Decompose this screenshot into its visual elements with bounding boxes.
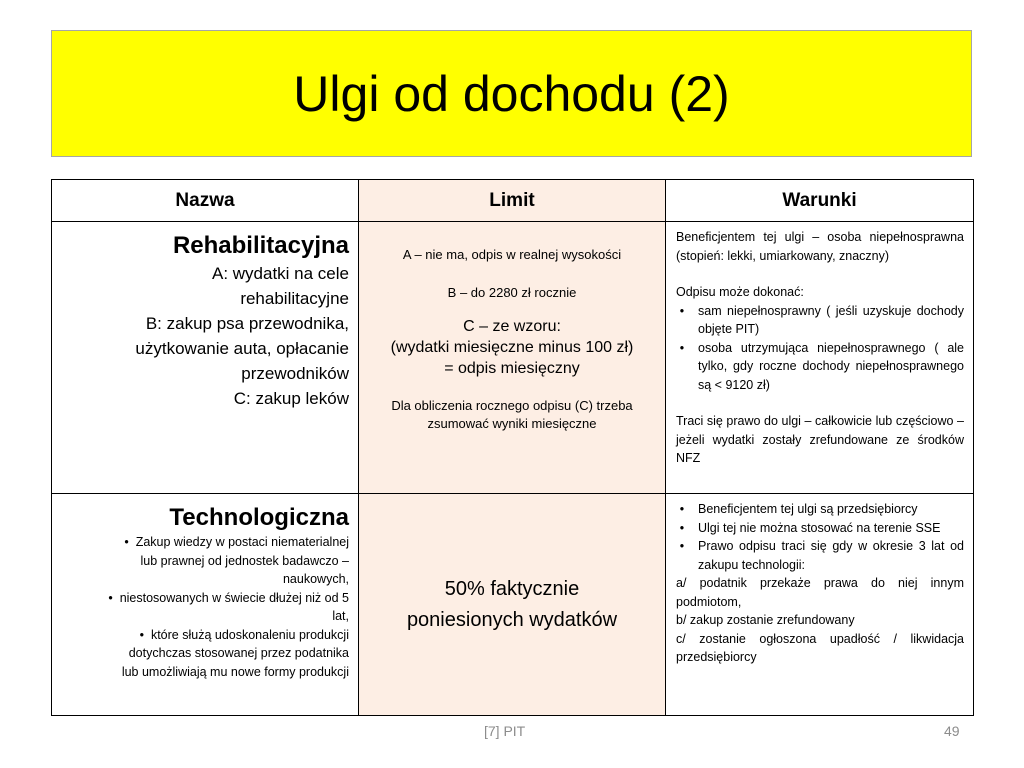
bullet-icon: • [679,340,685,355]
header-limit: Limit [359,180,666,222]
conditions-who-list [676,302,964,395]
slide-title: Ulgi od dochodu (2) [293,65,730,122]
relief-name: Technologiczna [169,504,349,531]
limit-c-line: = odpis miesięczny [444,360,580,377]
conditions-sub: c/ zostanie ogłoszona upadłość / likwidacja przedsiębiorcy [676,631,964,664]
name-line: przewodników [241,364,349,383]
header-warunki: Warunki [666,180,974,222]
list-item: • osoba utrzymująca niepełnosprawnego ( ale tylko, gdy roczne dochody niepełnosprawnego są < 9120 zł) [676,339,964,395]
limit-a: A – nie ma, odpis w realnej wysokości [402,247,622,262]
page-number: 49 [944,723,960,739]
table-row [52,494,974,716]
footer-source: [7] PIT [484,723,526,739]
conditions-cell [666,222,974,494]
relief-name: Rehabilitacyjna [172,232,349,259]
bullet-icon: • [679,520,685,535]
conditions-list [676,500,964,574]
limit-c-line: C – ze wzoru: [463,318,561,335]
list-item: • które służą udoskonaleniu produkcji dotychczas stosowanej przez podatnika lub umożliwiają mu nowe formy produkcji [121,627,349,679]
name-line: A: wydatki na cele [211,264,349,283]
name-cell [52,222,359,494]
bullet-icon: • [679,539,685,553]
bullet-icon: • [679,502,685,516]
conditions-cell [666,494,974,716]
list-item: • Prawo odpisu traci się gdy w okresie 3 lat od zakupu technologii: [676,537,964,574]
header-row [52,180,974,222]
bullet-icon: • [679,303,685,318]
bullet-icon: • [108,590,120,605]
limit-cell [359,494,666,716]
name-cell [52,494,359,716]
bullet-icon: • [124,535,136,549]
limit-cell [359,222,666,494]
reliefs-table [51,179,974,716]
title-banner [51,30,972,157]
limit-c-line: (wydatki miesięczne minus 100 zł) [390,339,634,356]
conditions-sub: b/ zakup zostanie zrefundowany [676,613,855,627]
limit-note: Dla obliczenia rocznego odpisu (C) trzeba zsumować wyniki miesięczne [391,398,633,431]
list-item: • Zakup wiedzy w postaci niematerialnej lub prawnej od jednostek badawczo – naukowych, [124,535,349,586]
name-bullets [58,533,349,681]
name-line: B: zakup psa przewodnika, [145,314,349,333]
limit-line: 50% faktycznie [444,577,580,600]
conditions-who-label: Odpisu może dokonać: [676,285,804,299]
name-line: C: zakup leków [233,389,349,408]
list-item: • Ulgi tej nie można stosować na terenie SSE [676,519,964,538]
header-nazwa: Nazwa [52,180,359,222]
name-line: rehabilitacyjne [240,289,349,308]
conditions-intro: Beneficjentem tej ulgi – osoba niepełnosprawna (stopień: lekki, umiarkowany, znaczny) [676,230,964,263]
limit-line: poniesionych wydatków [406,608,618,631]
bullet-icon: • [139,627,151,642]
table-row [52,222,974,494]
conditions-sub: a/ podatnik przekaże prawa do niej innym podmiotom, [676,576,964,609]
list-item: • Beneficjentem tej ulgi są przedsiębiorcy [676,500,964,519]
list-item: • niestosowanych w świecie dłużej niż od 5 lat, [108,590,349,623]
list-item: • sam niepełnosprawny ( jeśli uzyskuje dochody objęte PIT) [676,302,964,339]
limit-b: B – do 2280 zł rocznie [447,285,577,300]
conditions-loss: Traci się prawo do ulgi – całkowicie lub częściowo – jeżeli wydatki zostały zrefundowane ze środków NFZ [676,414,964,465]
name-line: użytkowanie auta, opłacanie [135,339,349,358]
